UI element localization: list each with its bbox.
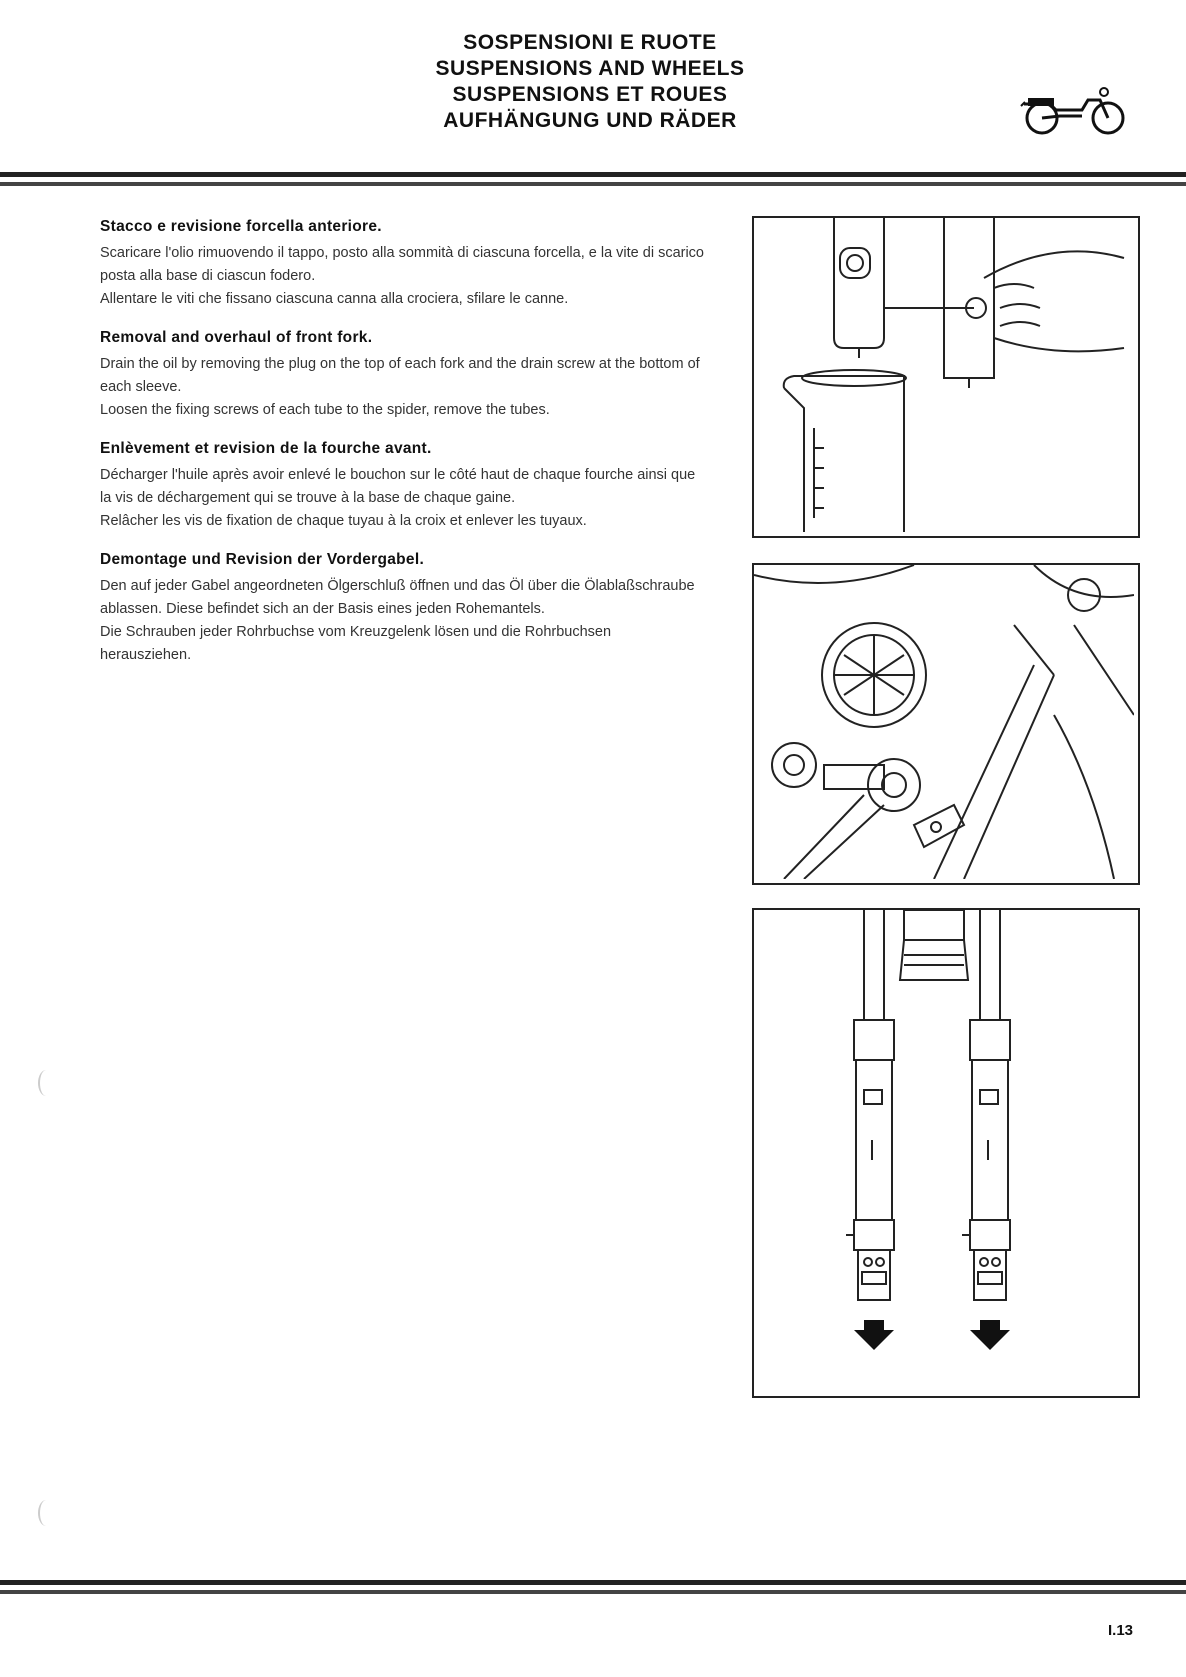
section-title: Demontage und Revision der Vordergabel. <box>100 551 425 568</box>
punch-hole-mark <box>38 1070 54 1096</box>
motorcycle-icon <box>1020 80 1130 136</box>
section-paragraph: Die Schrauben jeder Rohrbuchse vom Kreuzgelenk lösen und die Rohrbuchsen herausziehen. <box>100 624 612 663</box>
section-paragraph: Décharger l'huile après avoir enlevé le bouchon sur le côté haut de chaque fourche ainsi que la vis de déchargement qui se trouve à la base de chaque gaine. <box>100 467 696 506</box>
header-title-fr: SUSPENSIONS ET ROUES <box>452 83 728 106</box>
section-french <box>100 440 705 533</box>
section-title: Removal and overhaul of front fork. <box>100 329 373 346</box>
punch-hole-mark <box>38 1500 54 1526</box>
header-rule-secondary <box>0 182 1186 186</box>
fork-tubes-removal-illustration <box>754 910 1134 1392</box>
footer-rule-secondary <box>0 1590 1186 1594</box>
section-paragraph: Drain the oil by removing the plug on the top of each fork and the drain screw at the bottom of each sleeve. <box>100 356 700 395</box>
footer-rule <box>0 1580 1186 1585</box>
section-paragraph: Loosen the fixing screws of each tube to the spider, remove the tubes. <box>100 402 550 418</box>
section-paragraph: Scaricare l'olio rimuovendo il tappo, posto alla sommità di ciascuna forcella, e la vite di scarico posta alla base di ciascun fodero. <box>100 245 704 284</box>
page-header <box>380 30 800 134</box>
figure-oil-drain <box>752 216 1140 538</box>
section-italian <box>100 218 705 311</box>
header-title-en: SUSPENSIONS AND WHEELS <box>435 57 745 80</box>
header-title-it: SOSPENSIONI E RUOTE <box>463 31 717 54</box>
figure-tubes-removal <box>752 908 1140 1398</box>
section-title: Stacco e revisione forcella anteriore. <box>100 218 382 235</box>
figure-spider-screws <box>752 563 1140 885</box>
page-number: I.13 <box>1108 1622 1134 1639</box>
section-title: Enlèvement et revision de la fourche avant. <box>100 440 432 457</box>
section-paragraph: Den auf jeder Gabel angeordneten Ölgerschluß öffnen und das Öl über die Ölablaßschraube ablassen. Diese befindet sich an der Basis eines jeden Rohemantels. <box>100 578 695 617</box>
header-title-de: AUFHÄNGUNG UND RÄDER <box>443 109 737 132</box>
fork-oil-drain-illustration <box>754 218 1134 532</box>
section-german <box>100 551 705 667</box>
section-paragraph: Relâcher les vis de fixation de chaque tuyau à la croix et enlever les tuyaux. <box>100 513 587 529</box>
section-paragraph: Allentare le viti che fissano ciascuna canna alla crociera, sfilare le canne. <box>100 291 569 307</box>
fork-spider-screws-illustration <box>754 565 1134 879</box>
instructions-column <box>100 218 705 685</box>
header-rule <box>0 172 1186 177</box>
section-english <box>100 329 705 422</box>
